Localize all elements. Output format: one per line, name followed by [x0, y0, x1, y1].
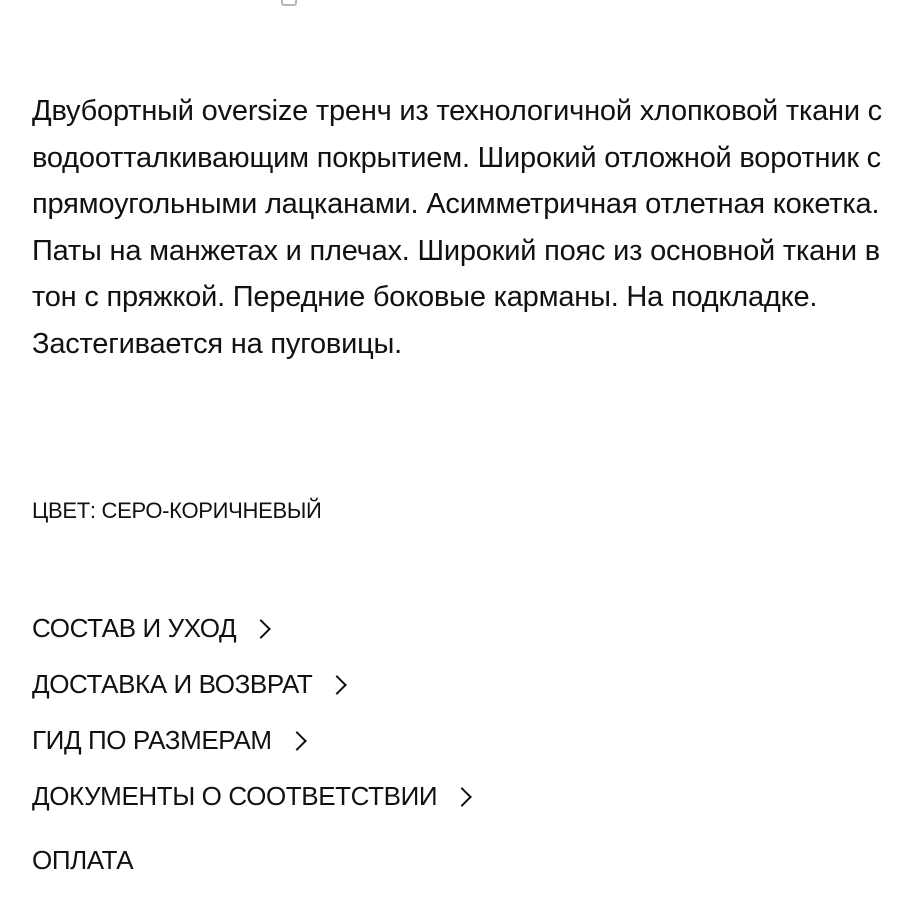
size-guide-label: ГИД ПО РАЗМЕРАМ [32, 724, 272, 755]
product-color: ЦВЕТ: СЕРО-КОРИЧНЕВЫЙ [32, 498, 322, 523]
conformity-documents-label: ДОКУМЕНТЫ О СООТВЕТСТВИИ [32, 780, 438, 811]
composition-care-label: СОСТАВ И УХОД [32, 612, 237, 643]
scroll-indicator-icon [281, 0, 297, 6]
payment-section-title[interactable]: ОПЛАТА [32, 845, 134, 875]
delivery-returns-label: ДОСТАВКА И ВОЗВРАТ [32, 668, 313, 699]
chevron-right-icon [452, 787, 472, 807]
size-guide-link[interactable] [32, 712, 469, 768]
composition-care-link[interactable] [32, 600, 469, 656]
chevron-right-icon [287, 731, 307, 751]
conformity-documents-link[interactable] [32, 768, 469, 824]
product-description: Двубортный oversize тренч из технологичной хлопковой ткани с водоотталкивающим покрытием. Широкий отложной воротник с прямоугольными лацканами. Асимметричная отлетная кокетка. Паты на манжетах и плечах. Широкий пояс из основной ткани в тон с пряжкой. Передние боковые карманы. На подкладке. Застегивается на пуговицы. [32, 95, 882, 360]
info-links-list [32, 600, 469, 824]
delivery-returns-link[interactable] [32, 656, 469, 712]
chevron-right-icon [251, 619, 271, 639]
chevron-right-icon [328, 675, 348, 695]
